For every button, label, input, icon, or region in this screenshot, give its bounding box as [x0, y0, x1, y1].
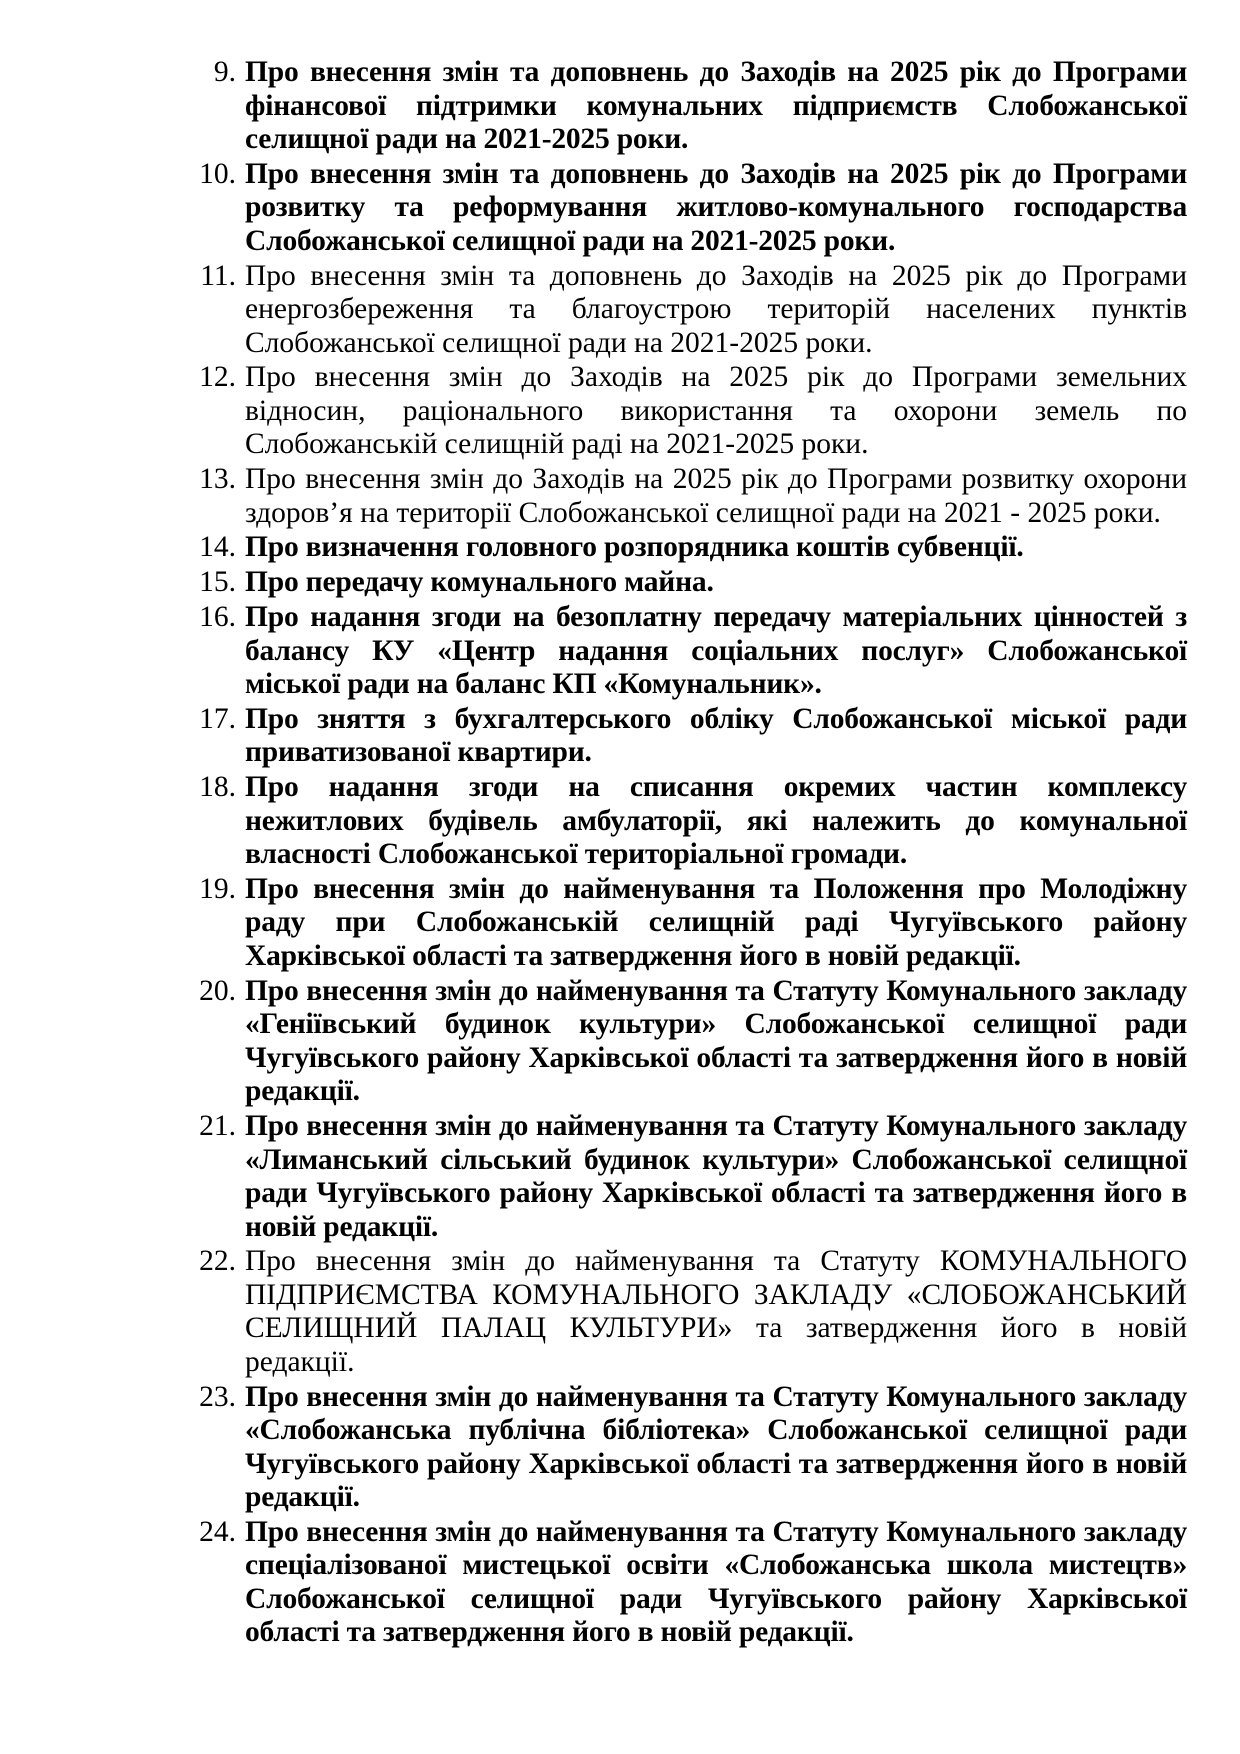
- item-number: 14.: [199, 531, 236, 564]
- agenda-item-21: [186, 1110, 1187, 1244]
- item-number: 20.: [199, 974, 236, 1007]
- agenda-list: [186, 56, 1187, 1651]
- item-text: Про внесення змін до найменування та Положення про Молодіжну раду при Слобожанській селищній раді Чугуївського району Харківської області та затвердження його в новій редакції.: [245, 872, 1187, 972]
- item-text: Про зняття з бухгалтерського обліку Слобожанської міської ради приватизованої квартири.: [245, 702, 1187, 769]
- agenda-item-10: [186, 158, 1187, 259]
- item-text: Про надання згоди на безоплатну передачу матеріальних цінностей з балансу КУ «Центр надання соціальних послуг» Слобожанської міської ради на баланс КП «Комунальник».: [245, 601, 1187, 701]
- agenda-item-24: [186, 1516, 1187, 1650]
- item-text: Про внесення змін до найменування та Статуту Комунального закладу «Геніївський будинок культури» Слобожанської селищної ради Чугуївського району Харківської області та затвердження його в новій редакції.: [245, 974, 1187, 1108]
- item-text: Про внесення змін до найменування та Статуту КОМУНАЛЬНОГО ПІДПРИЄМСТВА КОМУНАЛЬНОГО ЗАКЛАДУ «СЛОБОЖАНСЬКИЙ СЕЛИЩНИЙ ПАЛАЦ КУЛЬТУРИ» та затвердження його в новій редакції.: [245, 1245, 1187, 1378]
- agenda-item-17: [186, 703, 1187, 770]
- item-number: 19.: [199, 872, 236, 905]
- agenda-item-15: [186, 566, 1187, 600]
- agenda-item-18: [186, 771, 1187, 872]
- agenda-item-23: [186, 1381, 1187, 1515]
- item-text: Про передачу комунального майна.: [245, 566, 714, 599]
- agenda-item-13: [186, 463, 1187, 530]
- item-text: Про внесення змін та доповнень до Заходів на 2025 рік до Програми розвитку та реформування житлово-комунального господарства Слобожанської селищної ради на 2021-2025 роки.: [245, 157, 1187, 257]
- agenda-item-11: [186, 260, 1187, 361]
- item-number: 24.: [199, 1515, 236, 1548]
- item-text: Про внесення змін до Заходів на 2025 рік до Програми земельних відносин, раціонального використання та охорони земель по Слобожанській селищній раді на 2021-2025 роки.: [245, 361, 1187, 461]
- item-text: Про внесення змін до найменування та Статуту Комунального закладу «Лиманський сільський будинок культури» Слобожанської селищної ради Чугуївського району Харківської області та затвердження його в новій редакції.: [245, 1110, 1187, 1243]
- item-number: 21.: [199, 1110, 236, 1143]
- item-number: 11.: [200, 259, 236, 292]
- item-text: Про надання згоди на списання окремих частин комплексу нежитлових будівель амбулаторії, які належить до комунальної власності Слобожанської територіальної громади.: [245, 771, 1187, 871]
- item-number: 9.: [213, 56, 236, 88]
- item-text: Про внесення змін та доповнень до Заходів на 2025 рік до Програми енергозбереження та благоустрою територій населених пунктів Слобожанської селищної ради на 2021-2025 роки.: [245, 259, 1187, 359]
- item-number: 15.: [199, 566, 236, 599]
- item-number: 13.: [199, 463, 236, 496]
- agenda-item-20: [186, 975, 1187, 1109]
- agenda-item-14: [186, 531, 1187, 565]
- item-number: 10.: [199, 157, 236, 190]
- item-text: Про внесення змін до найменування та Статуту Комунального закладу «Слобожанська публічна бібліотека» Слобожанської селищної ради Чугуївського району Харківської області та затвердження його в новій редакції.: [245, 1380, 1187, 1514]
- item-number: 18.: [199, 771, 236, 804]
- item-text: Про внесення змін до найменування та Статуту Комунального закладу спеціалізованої мистецької освіти «Слобожанська школа мистецтв» Слобожанської селищної ради Чугуївського району Харківської області та затвердження його в новій редакції.: [245, 1515, 1187, 1649]
- agenda-item-22: [186, 1245, 1187, 1379]
- item-number: 16.: [199, 601, 236, 634]
- item-number: 23.: [199, 1380, 236, 1413]
- item-number: 22.: [199, 1245, 236, 1278]
- agenda-item-16: [186, 601, 1187, 702]
- agenda-item-9: [186, 56, 1187, 157]
- item-text: Про внесення змін та доповнень до Заходів на 2025 рік до Програми фінансової підтримки комунальних підприємств Слобожанської селищної ради на 2021-2025 роки.: [245, 56, 1187, 155]
- agenda-item-19: [186, 873, 1187, 974]
- item-number: 12.: [199, 361, 236, 394]
- item-text: Про визначення головного розпорядника коштів субвенції.: [245, 531, 1024, 564]
- item-text: Про внесення змін до Заходів на 2025 рік до Програми розвитку охорони здоров’я на території Слобожанської селищної ради на 2021 - 2025 роки.: [245, 463, 1187, 529]
- item-number: 17.: [199, 702, 236, 735]
- agenda-item-12: [186, 361, 1187, 462]
